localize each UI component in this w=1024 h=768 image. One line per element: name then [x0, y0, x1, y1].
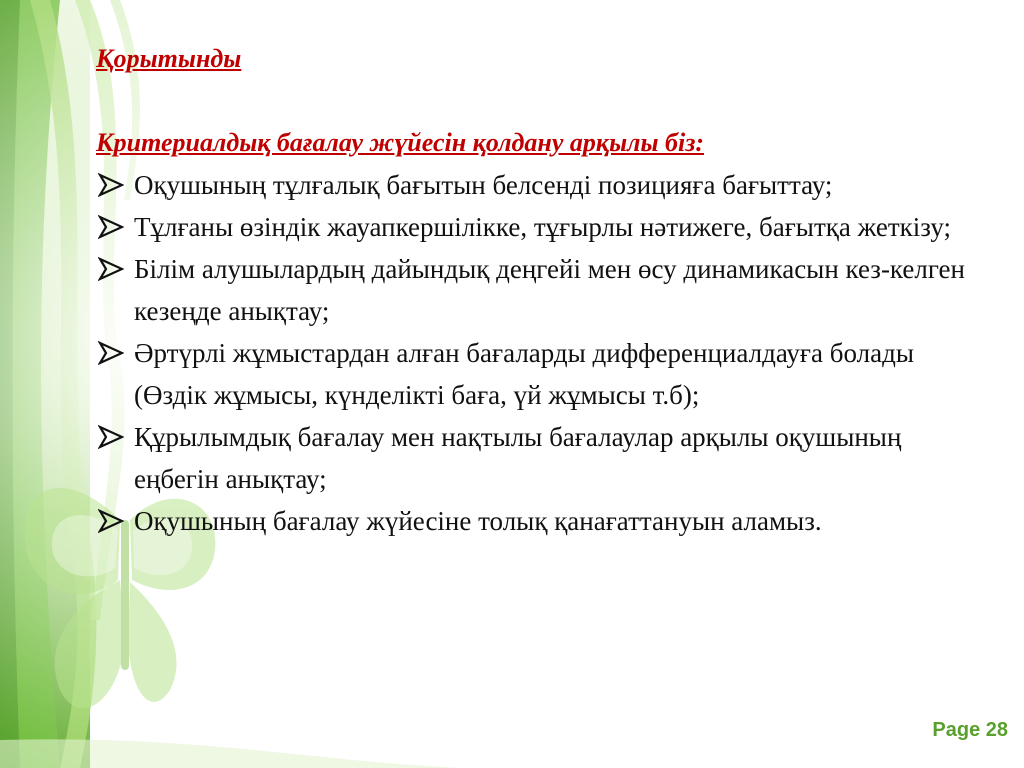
bullet-list — [96, 164, 976, 542]
slide-subtitle: Критериалдық бағалау жүйесін қолдану арқылы біз: — [96, 128, 705, 157]
bullet-text: Құрылымдық бағалау мен нақтылы бағалаулар арқылы оқушының еңбегін анықтау; — [134, 422, 902, 494]
slide-content — [96, 38, 976, 542]
arrowhead-bullet-icon — [98, 215, 124, 239]
list-item — [96, 206, 976, 248]
bullet-text: Оқушының тұлғалық бағытын белсенді позицияға бағыттау; — [134, 170, 833, 200]
bullet-text: Әртүрлі жұмыстардан алған бағаларды дифференциалдауға болады (Өздік жұмысы, күнделікті баға, үй жұмысы т.б); — [134, 338, 914, 410]
arrowhead-bullet-icon — [98, 425, 124, 449]
list-item — [96, 164, 976, 206]
arrowhead-bullet-icon — [98, 341, 124, 365]
arrowhead-bullet-icon — [98, 509, 124, 533]
page-number: Page 28 — [932, 719, 1008, 741]
list-item — [96, 332, 976, 416]
arrowhead-bullet-icon — [98, 257, 124, 281]
bullet-text: Оқушының бағалау жүйесіне толық қанағаттануын аламыз. — [134, 506, 822, 536]
bullet-text: Тұлғаны өзіндік жауапкершілікке, тұғырлы нәтижеге, бағытқа жеткізу; — [134, 212, 952, 242]
list-item — [96, 248, 976, 332]
bullet-text: Білім алушылардың дайындық деңгейі мен өсу динамикасын кез-келген кезеңде анықтау; — [134, 254, 965, 326]
list-item — [96, 500, 976, 542]
list-item — [96, 416, 976, 500]
slide-title: Қорытынды — [96, 44, 242, 73]
arrowhead-bullet-icon — [98, 173, 124, 197]
